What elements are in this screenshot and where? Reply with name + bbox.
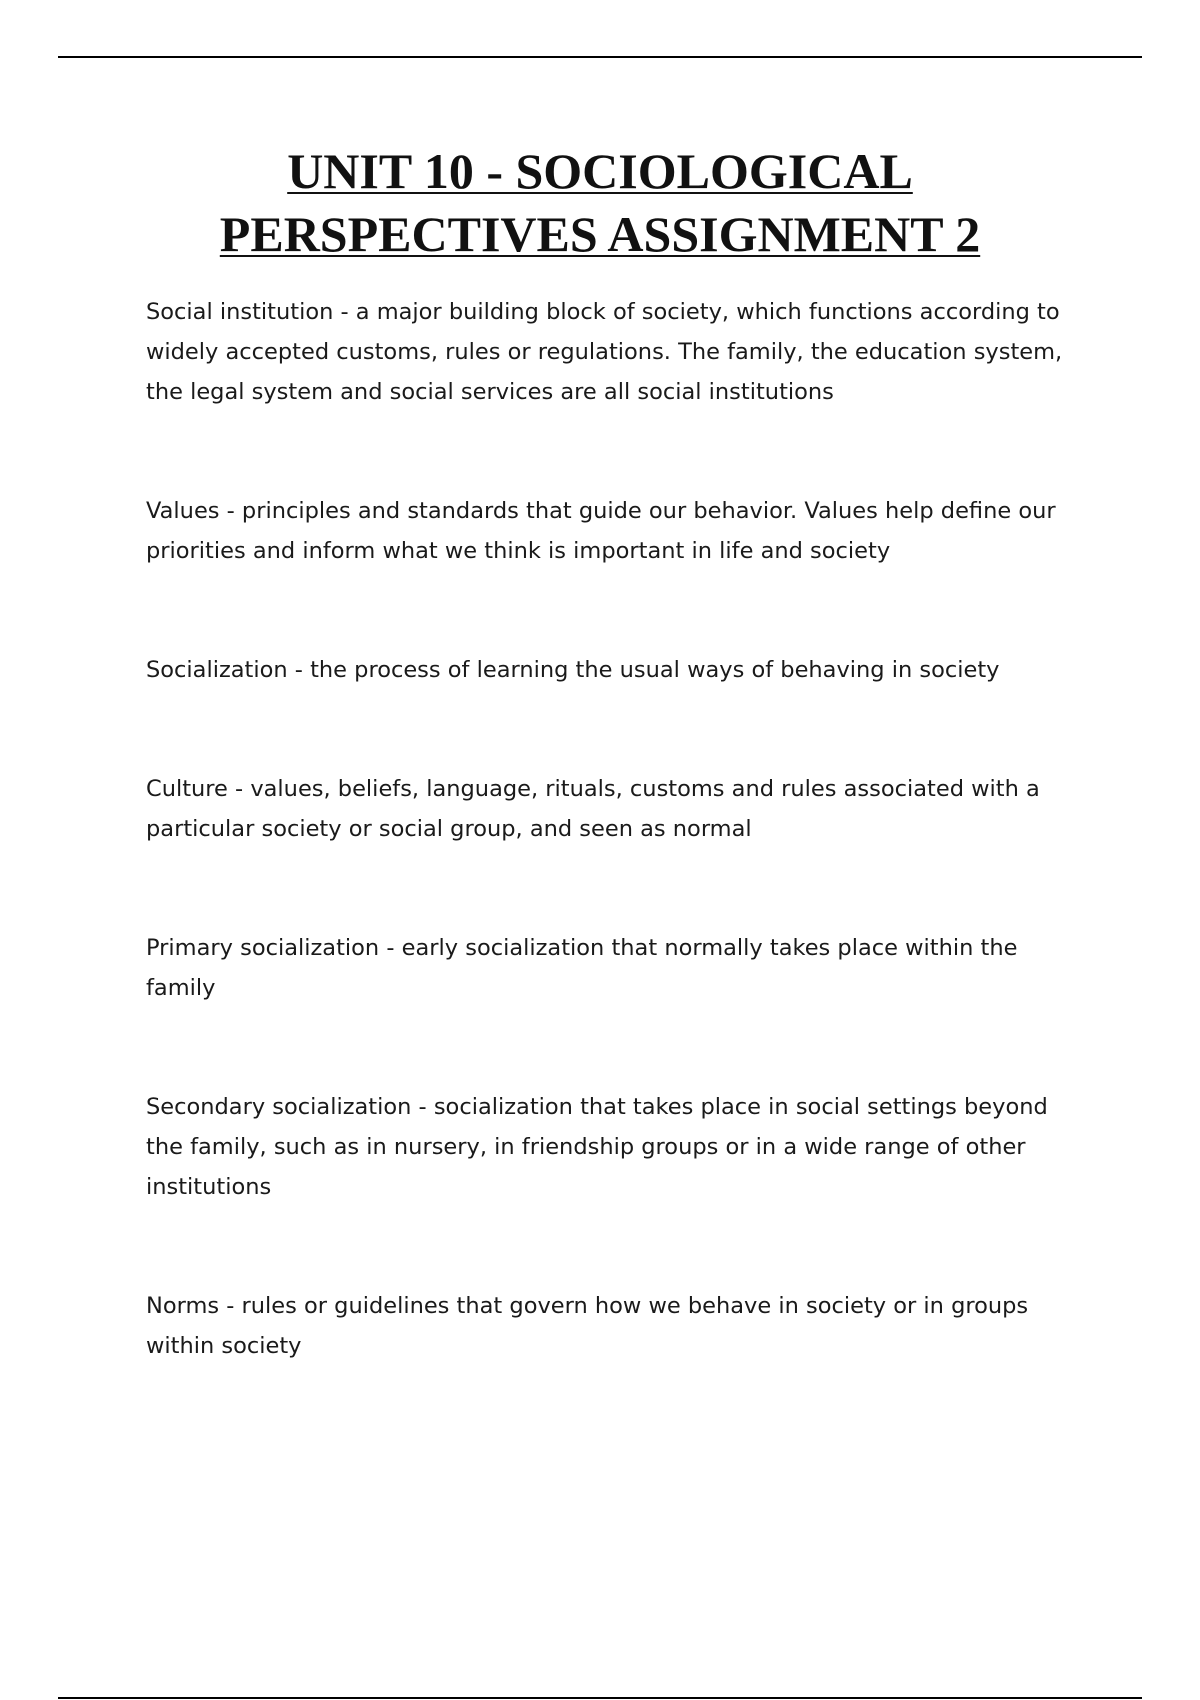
definition-values: Values - principles and standards that guide our behavior. Values help define our priorities and inform what we think is important in life and society xyxy=(146,498,1056,564)
definition-norms: Norms - rules or guidelines that govern how we behave in society or in groups within society xyxy=(146,1293,1029,1359)
definition-social-institution: Social institution - a major building block of society, which functions according to widely accepted customs, rules or regulations. The family, the education system, the legal system and social services are all social institutions xyxy=(146,299,1063,405)
bottom-divider xyxy=(58,1697,1142,1699)
top-divider xyxy=(58,56,1142,58)
document-title: UNIT 10 - SOCIOLOGICAL PERSPECTIVES ASSIGNMENT 2 xyxy=(219,143,981,262)
definition-secondary-socialization: Secondary socialization - socialization that takes place in social settings beyond the family, such as in nursery, in friendship groups or in a wide range of other institutions xyxy=(146,1094,1048,1200)
definitions-list xyxy=(146,292,1086,1445)
definition-culture: Culture - values, beliefs, language, rituals, customs and rules associated with a particular society or social group, and seen as normal xyxy=(146,776,1040,842)
definition-primary-socialization: Primary socialization - early socialization that normally takes place within the family xyxy=(146,935,1018,1001)
definition-socialization: Socialization - the process of learning the usual ways of behaving in society xyxy=(146,657,1000,683)
